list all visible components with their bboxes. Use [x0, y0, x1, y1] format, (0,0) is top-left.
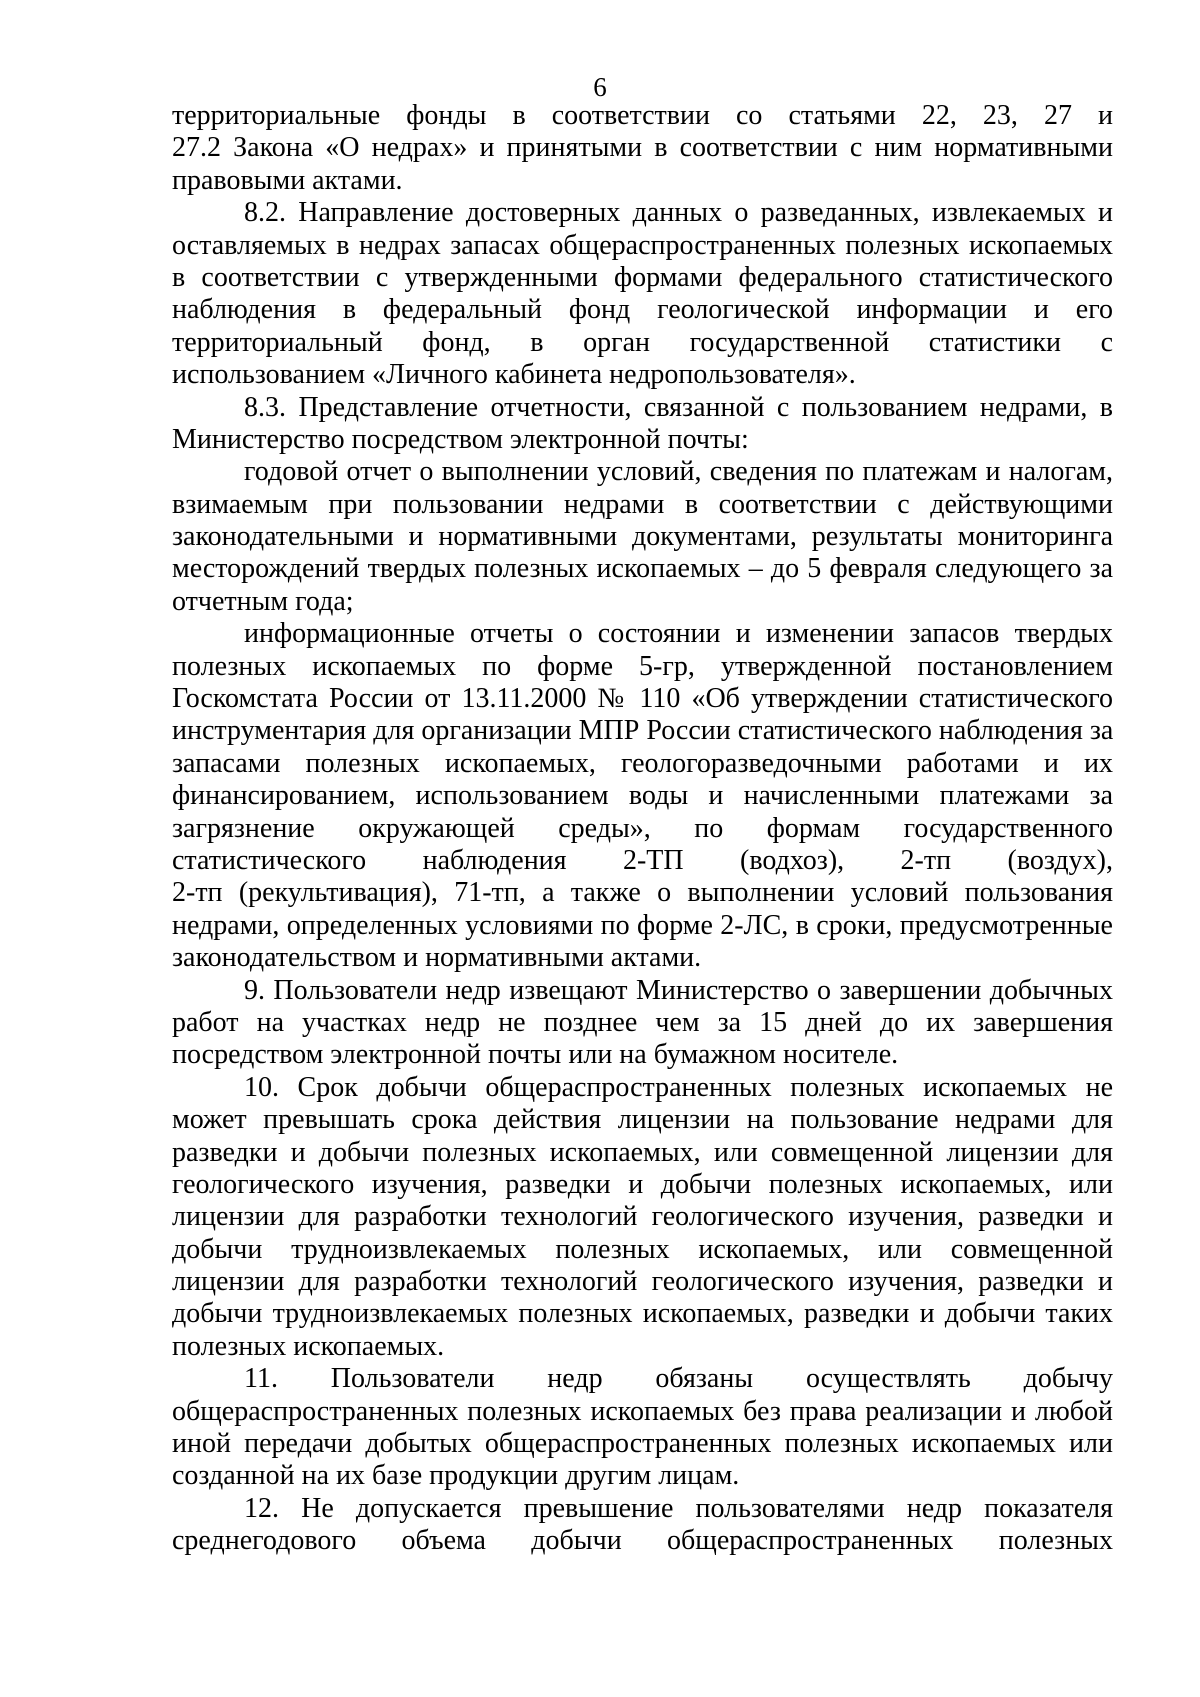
text-line: оставляемых в недрах запасах общераспространенных полезных ископаемых: [172, 229, 1113, 261]
text-line: полезных ископаемых по форме 5-гр, утвержденной постановлением: [172, 650, 1113, 682]
text-line: 10. Срок добычи общераспространенных полезных ископаемых не: [244, 1071, 1113, 1103]
text-line: территориальные фонды в соответствии со статьями 22, 23, 27 и: [172, 100, 1113, 131]
text-line: 2-тп (рекультивация), 71-тп, а также о выполнении условий пользования: [172, 877, 1113, 909]
paragraph-p-10: [172, 1072, 1113, 1364]
text-line: разведки и добычи полезных ископаемых, или совмещенной лицензии для: [172, 1136, 1113, 1168]
paragraph-p-8-2: [172, 197, 1113, 391]
text-line: среднегодового объема добычи общераспространенных полезных: [172, 1525, 1113, 1557]
text-line: 9. Пользователи недр извещают Министерство о завершении добычных: [244, 974, 1113, 1006]
text-line: Министерство посредством электронной почты:: [172, 423, 749, 455]
paragraph-p-9: [172, 975, 1113, 1072]
text-line: использованием «Личного кабинета недропользователя».: [172, 359, 856, 391]
text-line: загрязнение окружающей среды», по формам государственного: [172, 812, 1113, 844]
text-line: взимаемым при пользовании недрами в соответствии с действующими: [172, 488, 1113, 520]
text-line: запасами полезных ископаемых, геологоразведочными работами и их: [172, 747, 1113, 779]
text-line: территориальный фонд, в орган государственной статистики с: [172, 326, 1113, 358]
text-line: финансированием, использованием воды и начисленными платежами за: [172, 780, 1113, 812]
text-line: в соответствии с утвержденными формами федерального статистического: [172, 261, 1113, 293]
paragraph-p-8-3: [172, 392, 1113, 457]
text-line: информационные отчеты о состоянии и изменении запасов твердых: [244, 618, 1113, 650]
text-line: лицензии для разработки технологий геологического изучения, разведки и: [172, 1201, 1113, 1233]
paragraph-p-11: [172, 1363, 1113, 1493]
text-line: полезных ископаемых.: [172, 1330, 445, 1362]
text-line: геологического изучения, разведки и добычи полезных ископаемых, или: [172, 1168, 1113, 1200]
paragraph-p-12: [172, 1493, 1113, 1558]
text-line: иной передачи добытых общераспространенных полезных ископаемых или: [172, 1428, 1113, 1460]
text-line: работ на участках недр не позднее чем за 15 дней до их завершения: [172, 1006, 1113, 1038]
text-line: наблюдения в федеральный фонд геологической информации и его: [172, 294, 1113, 326]
text-line: может превышать срока действия лицензии на пользование недрами для: [172, 1104, 1113, 1136]
text-line: добычи трудноизвлекаемых полезных ископаемых, разведки и добычи таких: [172, 1298, 1113, 1330]
text-line: общераспространенных полезных ископаемых без права реализации и любой: [172, 1395, 1113, 1427]
paragraph-p-cont-8-1: [172, 100, 1113, 197]
text-line: добычи трудноизвлекаемых полезных ископаемых, или совмещенной: [172, 1233, 1113, 1265]
text-line: законодательством и нормативными актами.: [172, 942, 702, 974]
text-line: 8.3. Представление отчетности, связанной с пользованием недрами, в: [244, 391, 1113, 423]
text-line: 12. Не допускается превышение пользователями недр показателя: [244, 1492, 1113, 1524]
text-line: созданной на их базе продукции другим лицам.: [172, 1460, 740, 1492]
text-line: Госкомстата России от 13.11.2000 № 110 «Об утверждении статистического: [172, 683, 1113, 715]
paragraph-p-8-3-info: [172, 618, 1113, 974]
text-line: статистического наблюдения 2-ТП (водхоз), 2-тп (воздух),: [172, 844, 1113, 876]
text-line: законодательными и нормативными документами, результаты мониторинга: [172, 521, 1113, 553]
text-line: месторождений твердых полезных ископаемых – до 5 февраля следующего за: [172, 553, 1113, 585]
text-line: 8.2. Направление достоверных данных о разведанных, извлекаемых и: [244, 197, 1113, 229]
text-line: правовыми актами.: [172, 164, 403, 196]
text-line: посредством электронной почты или на бумажном носителе.: [172, 1039, 899, 1071]
paragraph-p-8-3-annual: [172, 456, 1113, 618]
text-line: 27.2 Закона «О недрах» и принятыми в соответствии с ним нормативными: [172, 132, 1113, 164]
page-number: 6: [593, 72, 607, 102]
text-line: лицензии для разработки технологий геологического изучения, разведки и: [172, 1266, 1113, 1298]
text-line: инструментария для организации МПР России статистического наблюдения за: [172, 715, 1114, 747]
text-line: недрами, определенных условиями по форме 2-ЛС, в сроки, предусмотренные: [172, 909, 1113, 941]
text-line: 11. Пользователи недр обязаны осуществлять добычу: [244, 1363, 1113, 1395]
document-body: [172, 100, 1113, 1558]
text-line: отчетным года;: [172, 585, 354, 617]
text-line: годовой отчет о выполнении условий, сведения по платежам и налогам,: [244, 456, 1113, 488]
